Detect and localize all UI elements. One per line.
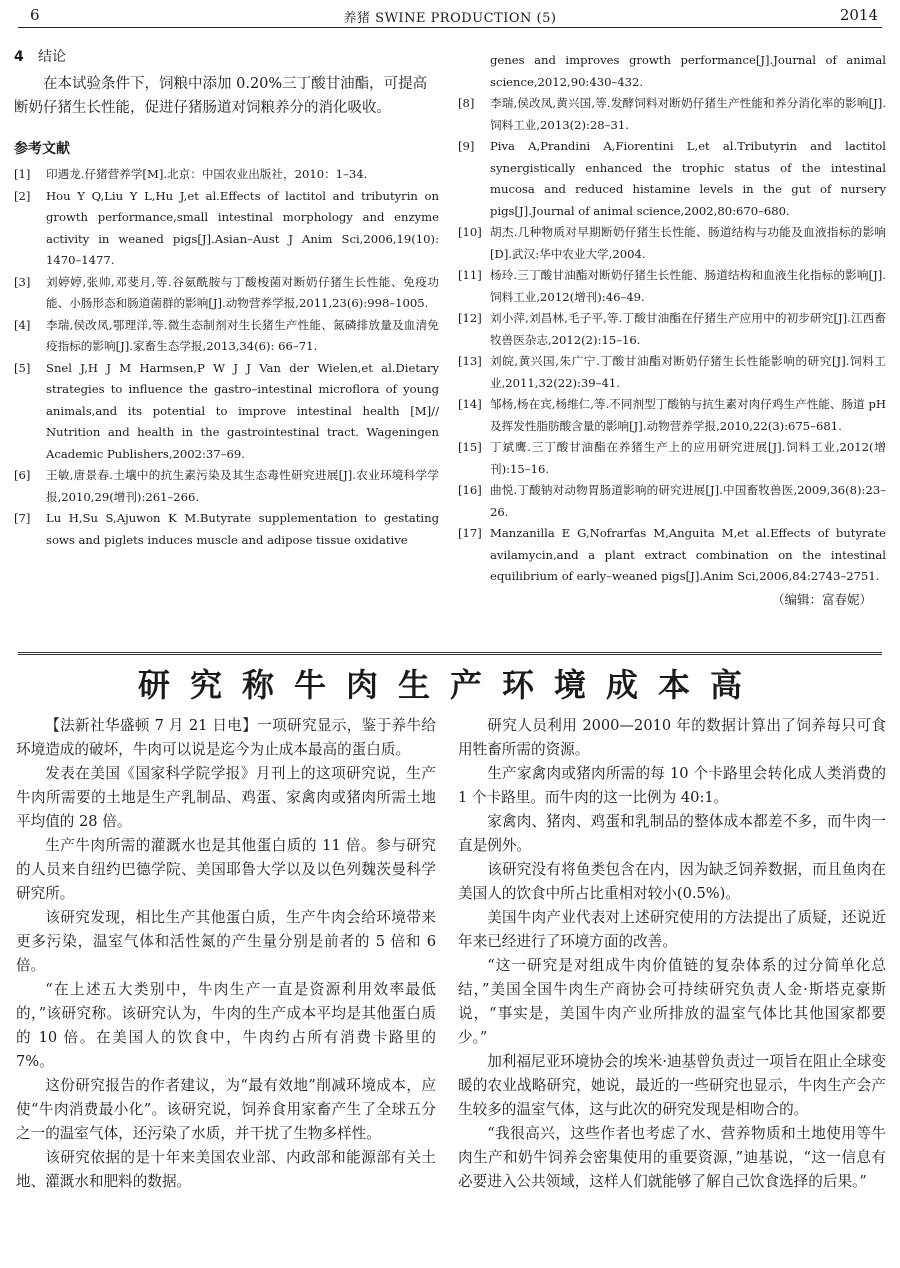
- reference-item: [10] 胡杰.几种物质对早期断奶仔猪生长性能、肠道结构与功能及血液指标的影响[D].武汉:华中农业大学,2004.: [458, 225, 886, 261]
- article-paragraph: 这份研究报告的作者建议，为“最有效地”削减环境成本，应使“牛肉消费最小化”。该研究说，饲养食用家畜产生了全球五分之一的温室气体，还污染了水质，并干扰了生物多样性。: [16, 1077, 436, 1142]
- article-paragraph: 加利福尼亚环境协会的埃米·迪基曾负责过一项旨在阻止全球变暖的农业战略研究，她说，最近的一些研究也显示，牛肉生产会产生较多的温室气体，这与此次的研究发现是相吻合的。: [458, 1053, 886, 1118]
- reference-continuation: genes and improves growth performance[J].Journal of animal science,2012,90:430–432.: [490, 53, 886, 89]
- reference-item: [3] 刘婷婷,张帅,邓斐月,等.谷氨酰胺与丁酸梭菌对断奶仔猪生长性能、免疫功能、小肠形态和肠道菌群的影响[J].动物营养学报,2011,23(6):998–1005.: [14, 274, 439, 310]
- page-number: 6: [30, 6, 40, 24]
- article-paragraph: 生产家禽肉或猪肉所需的每 10 个卡路里会转化成人类消费的 1 个卡路里。而牛肉的这一比例为 40:1。: [458, 765, 886, 806]
- year: 2014: [839, 6, 878, 24]
- article-paragraph: 发表在美国《国家科学院学报》月刊上的这项研究说，生产牛肉所需要的土地是生产乳制品、鸡蛋、家禽肉或猪肉所需土地平均值的 28 倍。: [16, 765, 436, 830]
- reference-item: [6] 王敏,唐景春.土壤中的抗生素污染及其生态毒性研究进展[J].农业环境科学学报,2010,29(增刊):261–266.: [14, 468, 439, 504]
- reference-item: [4] 李瑞,侯改凤,鄂理洋,等.微生态制剂对生长猪生产性能、氮磷排放量及血清免疫指标的影响[J].家畜生态学报,2013,34(6): 66–71.: [14, 317, 439, 353]
- reference-item: [16] 曲悦.丁酸钠对动物胃肠道影响的研究进展[J].中国畜牧兽医,2009,36(8):23–26.: [458, 483, 886, 519]
- article-paragraph: 家禽肉、猪肉、鸡蛋和乳制品的整体成本都差不多，而牛肉一直是例外。: [458, 813, 886, 854]
- reference-item: [13] 刘皖,黄兴国,朱广宁.丁酸甘油酯对断奶仔猪生长性能影响的研究[J].饲料工业,2011,32(22):39–41.: [458, 354, 886, 390]
- article-paragraph: 该研究没有将鱼类包含在内，因为缺乏饲养数据，而且鱼肉在美国人的饮食中所占比重相对较小(0.5%)。: [458, 861, 886, 902]
- article-right-column: [458, 714, 886, 1194]
- article-title: 研究称牛肉生产环境成本高: [137, 666, 762, 704]
- reference-item: [12] 刘小萍,刘昌林,毛子平,等.丁酸甘油酯在仔猪生产应用中的初步研究[J].江西畜牧兽医杂志,2012(2):15–16.: [458, 311, 886, 347]
- reference-item: [5] Snel J,H J M Harmsen,P W J J Van der Wielen,et al.Dietary strategies to influence the gastro–intestinal microflora of young animals,and its potential to improve intestinal health [M]// Nutrition and health in the gastrointestinal tract. Wageningen Academic Publishers,2002:37–69.: [14, 360, 439, 461]
- reference-item: [11] 杨玲.三丁酸甘油酯对断奶仔猪生长性能、肠道结构和血液生化指标的影响[J].饲料工业,2012(增刊):46–49.: [458, 268, 886, 304]
- running-header: [18, 4, 882, 28]
- reference-item: [9] Piva A,Prandini A,Fiorentini L,et al.Tributyrin and lactitol synergistically enhanced the trophic status of the intestinal mucosa and reduced histamine levels in the gut of nursery pigs[J].Journal of animal science,2002,80:670–680.: [458, 139, 886, 218]
- article-paragraph: “在上述五大类别中，牛肉生产一直是资源利用效率最低的，”该研究称。该研究认为，牛肉的生产成本平均是其他蛋白质的 10 倍。在美国人的饮食中，牛肉约占所有消费卡路里的 7%。: [16, 981, 436, 1070]
- article-left-column: [16, 714, 436, 1194]
- conclusion-heading: 4 结论: [14, 49, 66, 65]
- section-divider: [18, 652, 882, 655]
- article-paragraph: “这一研究是对组成牛肉价值链的复杂体系的过分简单化总结，”美国全国牛肉生产商协会可持续研究负责人金·斯塔克豪斯说，“事实是，美国牛肉产业所排放的温室气体比其他国家都要少。”: [458, 957, 886, 1046]
- editor-credit: （编辑：富春妮）: [771, 591, 872, 607]
- article-paragraph: 生产牛肉所需的灌溉水也是其他蛋白质的 11 倍。参与研究的人员来自纽约巴德学院、美国耶鲁大学以及以色列魏茨曼科学研究所。: [16, 837, 436, 902]
- reference-item: [7] Lu H,Su S,Ajuwon K M.Butyrate supplementation to gestating sows and piglets induces muscle and adipose tissue oxidative: [14, 511, 439, 547]
- reference-item: [15] 丁斌鹰.三丁酸甘油酯在养猪生产上的应用研究进展[J].饲料工业,2012(增刊):15–16.: [458, 440, 886, 476]
- journal-title: 养猪 SWINE PRODUCTION (5): [343, 11, 557, 26]
- article-paragraph: 该研究发现，相比生产其他蛋白质，生产牛肉会给环境带来更多污染，温室气体和活性氮的产生量分别是前者的 5 倍和 6 倍。: [16, 909, 436, 974]
- left-column: [14, 46, 439, 551]
- reference-item: [1] 印遇龙.仔猪营养学[M].北京：中国农业出版社，2010：1–34.: [14, 167, 368, 181]
- right-column: [458, 50, 886, 608]
- reference-item: [2] Hou Y Q,Liu Y L,Hu J,et al.Effects of lactitol and tributyrin on growth performance,small intestinal morphology and enzyme activity in weaned pigs[J].Asian–Aust J Anim Sci,2006,19(10): 1470–1477.: [14, 188, 439, 267]
- references-heading: 参考文献: [14, 141, 70, 157]
- reference-item: [14] 邹杨,杨在宾,杨维仁,等.不同剂型丁酸钠与抗生素对肉仔鸡生产性能、肠道 pH 及挥发性脂肪酸含量的影响[J].动物营养学报,2010,22(3):675–681.: [458, 397, 886, 433]
- article-paragraph: 美国牛肉产业代表对上述研究使用的方法提出了质疑，还说近年来已经进行了环境方面的改善。: [458, 909, 886, 950]
- article-paragraph: 【法新社华盛顿 7 月 21 日电】一项研究显示，鉴于养牛给环境造成的破坏，牛肉可以说是迄今为止成本最高的蛋白质。: [16, 717, 436, 758]
- article-paragraph: “我很高兴，这些作者也考虑了水、营养物质和土地使用等牛肉生产和奶牛饲养会密集使用的重要资源，”迪基说，“这一信息有必要进入公共领域，这样人们就能够了解自己饮食选择的后果。”: [458, 1125, 886, 1190]
- conclusion-text: 在本试验条件下，饲粮中添加 0.20%三丁酸甘油酯，可提高断奶仔猪生长性能，促进仔猪肠道对饲粮养分的消化吸收。: [14, 76, 428, 116]
- reference-item: [17] Manzanilla E G,Nofrarfas M,Anguita M,et al.Effects of butyrate avilamycin,and a plant extract combination on the intestinal equilibrium of early–weaned pigs[J].Anim Sci,2006,84:2743–2751.: [458, 526, 886, 583]
- article-paragraph: 研究人员利用 2000—2010 年的数据计算出了饲养每只可食用牲畜所需的资源。: [458, 717, 886, 758]
- article-paragraph: 该研究依据的是十年来美国农业部、内政部和能源部有关土地、灌溉水和肥料的数据。: [16, 1149, 436, 1190]
- reference-item: [8] 李瑞,侯改凤,黄兴国,等.发酵饲料对断奶仔猪生产性能和养分消化率的影响[J].饲料工业,2013(2):28–31.: [458, 96, 886, 132]
